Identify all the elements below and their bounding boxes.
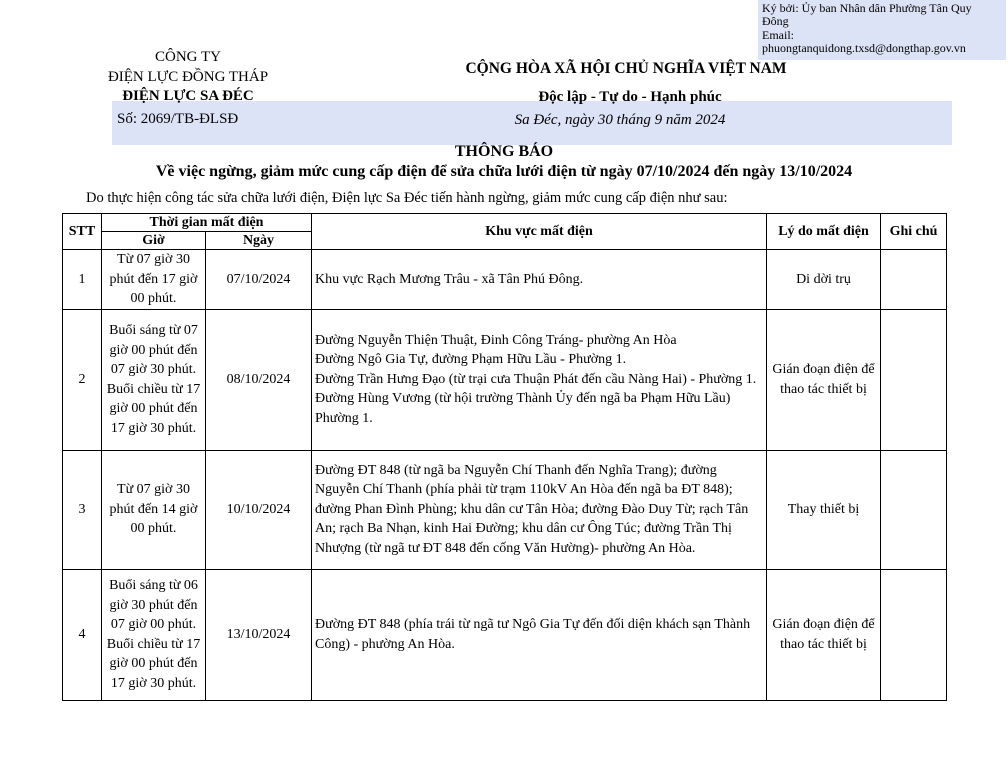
cell-reason: Thay thiết bị bbox=[767, 450, 881, 569]
cell-time: Từ 07 giờ 30 phút đến 17 giờ 00 phút. bbox=[102, 250, 206, 310]
cell-area: Đường Nguyễn Thiện Thuật, Đinh Công Tráng- phường An Hòa Đường Ngô Gia Tự, đường Phạm Hữu Lầu - Phường 1. Đường Trần Hưng Đạo (từ trại cưa Thuận Phát đến cầu Nàng Hai) - Phường 1. Đường Hùng Vương (từ hội trường Thành Ủy đến ngã ba Phạm Hữu Lầu) Phường 1. bbox=[312, 309, 767, 450]
header-time-group: Thời gian mất điện bbox=[102, 214, 312, 232]
cell-date: 07/10/2024 bbox=[206, 250, 312, 310]
motto: Độc lập - Tự do - Hạnh phúc bbox=[538, 89, 722, 105]
document-number: Số: 2069/TB-ĐLSĐ bbox=[117, 111, 239, 127]
cell-area: Khu vực Rạch Mương Trâu - xã Tân Phú Đông. bbox=[312, 250, 767, 310]
cell-stt: 4 bbox=[63, 569, 102, 700]
cell-reason: Di dời trụ bbox=[767, 250, 881, 310]
cell-time: Buổi sáng từ 06 giờ 30 phút đến 07 giờ 00 phút. Buổi chiều từ 17 giờ 00 phút đến 17 giờ 30 phút. bbox=[102, 569, 206, 700]
notice-title: THÔNG BÁO bbox=[454, 143, 554, 160]
cell-area: Đường ĐT 848 (phía trái từ ngã tư Ngô Gia Tự đến đối diện khách sạn Thành Công) - phường An Hòa. bbox=[312, 569, 767, 700]
header-reason: Lý do mất điện bbox=[767, 214, 881, 250]
table-row bbox=[63, 309, 947, 450]
cell-note bbox=[881, 309, 947, 450]
notice-intro: Do thực hiện công tác sửa chữa lưới điện, Điện lực Sa Đéc tiến hành ngừng, giảm mức cung cấp điện như sau: bbox=[86, 190, 728, 206]
header-day: Ngày bbox=[206, 232, 312, 250]
cell-reason: Gián đoạn điện để thao tác thiết bị bbox=[767, 309, 881, 450]
company-unit: ĐIỆN LỰC SA ĐÉC bbox=[122, 88, 254, 104]
table-row bbox=[63, 250, 947, 310]
signature-signer-cont: Đông bbox=[762, 14, 789, 28]
notice-subject: Về việc ngừng, giảm mức cung cấp điện để sửa chữa lưới điện từ ngày 07/10/2024 đến ngày 13/10/2024 bbox=[155, 163, 853, 180]
cell-stt: 3 bbox=[63, 450, 102, 569]
header-note: Ghi chú bbox=[881, 214, 947, 250]
header-area: Khu vực mất điện bbox=[312, 214, 767, 250]
company-name: CÔNG TY bbox=[155, 49, 221, 65]
cell-note bbox=[881, 569, 947, 700]
table-row bbox=[63, 450, 947, 569]
table-row bbox=[63, 569, 947, 700]
cell-stt: 2 bbox=[63, 309, 102, 450]
cell-date: 08/10/2024 bbox=[206, 309, 312, 450]
cell-date: 10/10/2024 bbox=[206, 450, 312, 569]
cell-date: 13/10/2024 bbox=[206, 569, 312, 700]
nation-heading: CỘNG HÒA XÃ HỘI CHỦ NGHĨA VIỆT NAM bbox=[465, 60, 787, 77]
cell-note bbox=[881, 250, 947, 310]
signature-email[interactable]: phuongtanquidong.txsd@dongthap.gov.vn bbox=[762, 41, 966, 55]
outage-schedule-table bbox=[62, 213, 947, 701]
place-date: Sa Đéc, ngày 30 tháng 9 năm 2024 bbox=[514, 112, 726, 128]
cell-note bbox=[881, 450, 947, 569]
cell-area: Đường ĐT 848 (từ ngã ba Nguyễn Chí Thanh đến Nghĩa Trang); đường Nguyễn Chí Thanh (phía phải từ trạm 110kV An Hòa đến ngã ba ĐT 848); đường Phan Đình Phùng; khu dân cư Tân Hòa; đường Đào Duy Từ; rạch Tân An; rạch Ba Nhạn, kinh Hai Đường; khu dân cư Ông Túc; đường Trần Thị Nhượng (từ ngã tư ĐT 848 đến cống Văn Hường)- phường An Hòa. bbox=[312, 450, 767, 569]
signature-signer: Ký bởi: Ủy ban Nhân dân Phường Tân Quy bbox=[762, 1, 972, 15]
signature-email-label: Email: bbox=[762, 28, 794, 42]
cell-reason: Gián đoạn điện để thao tác thiết bị bbox=[767, 569, 881, 700]
cell-stt: 1 bbox=[63, 250, 102, 310]
cell-time: Từ 07 giờ 30 phút đến 14 giờ 00 phút. bbox=[102, 450, 206, 569]
cell-time: Buổi sáng từ 07 giờ 00 phút đến 07 giờ 30 phút. Buổi chiều từ 17 giờ 00 phút đến 17 giờ 30 phút. bbox=[102, 309, 206, 450]
header-hour: Giờ bbox=[102, 232, 206, 250]
company-parent: ĐIỆN LỰC ĐỒNG THÁP bbox=[107, 69, 269, 85]
header-stt: STT bbox=[63, 214, 102, 250]
